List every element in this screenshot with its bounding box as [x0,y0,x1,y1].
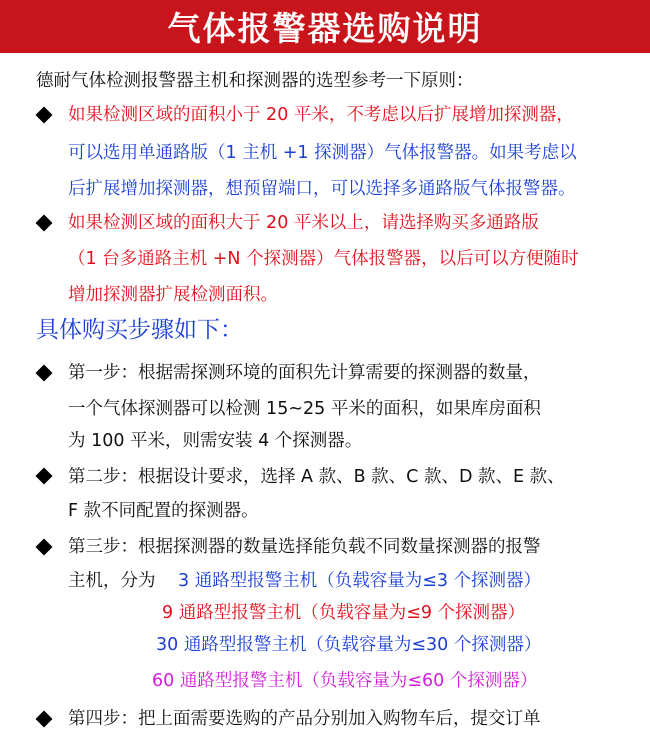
rule2-line3: 增加探测器扩展检测面积。 [68,285,278,305]
diamond-bullet-icon [36,711,53,728]
rule2-line1: 如果检测区域的面积大于 20 平米以上，请选择购买多通路版 [68,213,539,233]
diamond-bullet-icon [36,107,53,124]
rule2-line2: （1 台多通路主机 +N 个探测器）气体报警器，以后可以方便随时 [68,249,579,269]
step3-line1: 第三步：根据探测器的数量选择能负载不同数量探测器的报警 [68,537,541,557]
rule1-line3: 后扩展增加探测器，想预留端口，可以选择多通路版气体报警器。 [68,179,576,199]
step2-line2: F 款不同配置的探测器。 [68,501,259,521]
step1-line1: 第一步：根据需探测环境的面积先计算需要的探测器的数量， [68,363,541,383]
step2-line1: 第二步：根据设计要求，选择 A 款、B 款、C 款、D 款、E 款、 [68,467,565,487]
rule1-line2: 可以选用单通路版（1 主机 +1 探测器）气体报警器。如果考虑以 [68,143,577,163]
section-title: 具体购买步骤如下： [36,317,243,343]
step3-option-30: 30 通路型报警主机（负载容量为≤30 个探测器） [156,635,542,655]
diamond-bullet-icon [36,365,53,382]
diamond-bullet-icon [36,539,53,556]
intro-text: 德耐气体检测报警器主机和探测器的选型参考一下原则： [36,71,474,91]
step4-line1: 第四步：把上面需要选购的产品分别加入购物车后，提交订单 [68,709,541,729]
step1-line2: 一个气体探测器可以检测 15~25 平米的面积，如果库房面积 [68,399,541,419]
rule1-line1: 如果检测区域的面积小于 20 平米，不考虑以后扩展增加探测器， [68,105,574,125]
step3-option-60: 60 通路型报警主机（负载容量为≤60 个探测器） [152,671,538,691]
step3-option-9: 9 通路型报警主机（负载容量为≤9 个探测器） [162,603,526,623]
header-banner [0,0,650,53]
step3-option-3: 3 通路型报警主机（负载容量为≤3 个探测器） [178,571,542,591]
diamond-bullet-icon [36,468,53,485]
page-title: 气体报警器选购说明 [167,9,483,48]
step1-line3: 为 100 平米，则需安装 4 个探测器。 [68,431,363,451]
diamond-bullet-icon [36,215,53,232]
step3-line2-prefix: 主机，分为 [68,571,156,591]
